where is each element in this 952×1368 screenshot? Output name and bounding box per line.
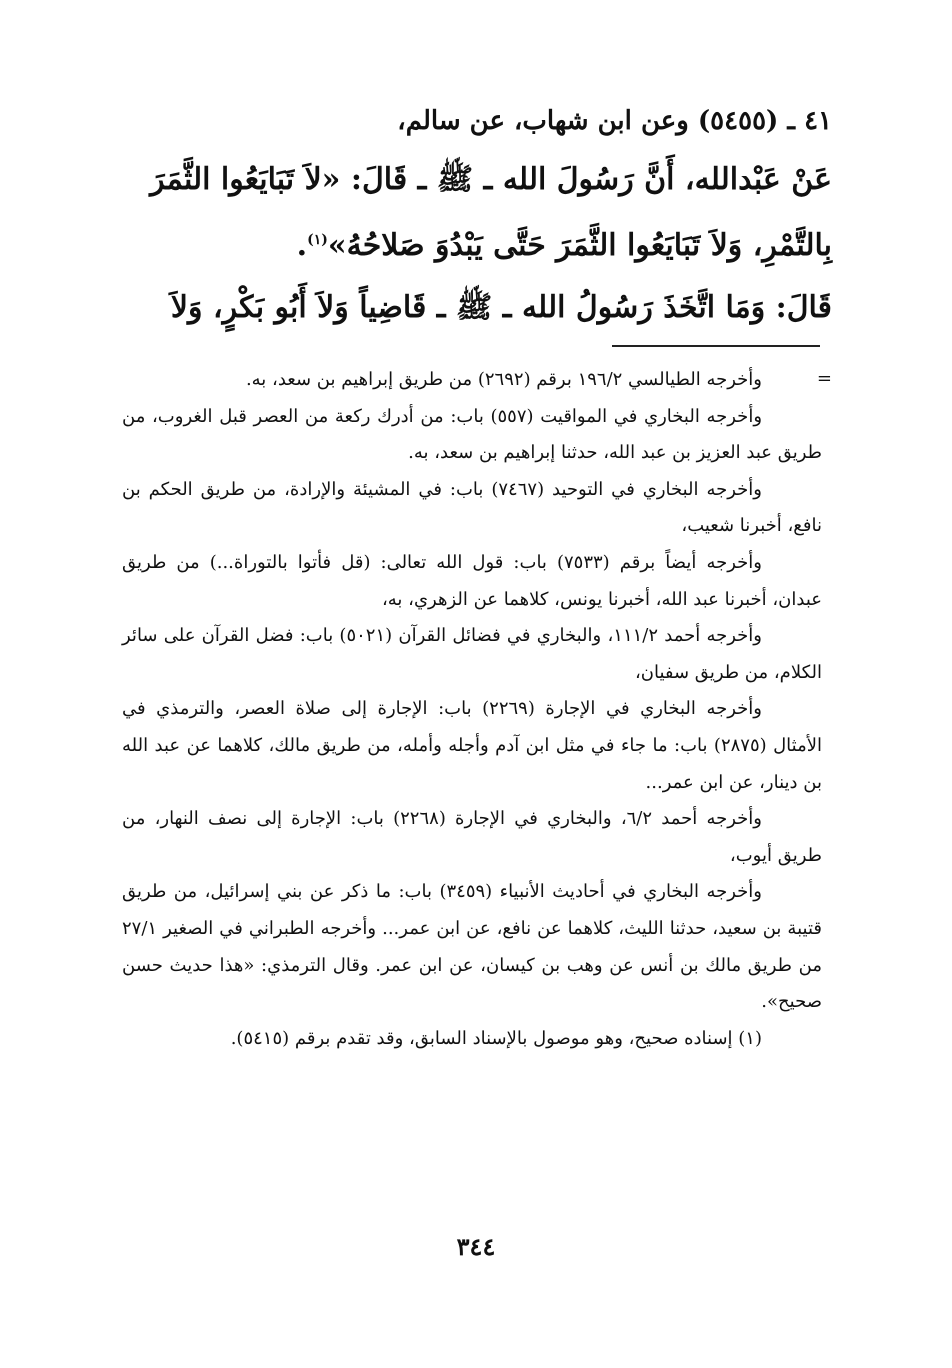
footnote-paragraph-5: وأخرجه أحمد ١١١/٢، والبخاري في فضائل القرآن (٥٠٢١) باب: فضل القرآن على سائر الكلام، من طريق سفيان،: [122, 625, 822, 683]
footnote-paragraph-1: وأخرجه الطيالسي ١٩٦/٢ برقم (٢٦٩٢) من طريق إبراهيم بن سعد، به.: [245, 369, 762, 390]
hadith-line-3: [132, 210, 832, 270]
footnote-paragraph-3: وأخرجه البخاري في التوحيد (٧٤٦٧) باب: في المشيئة والإرادة، من طريق الحكم بن نافع، أخبرنا شعيب،: [122, 478, 822, 537]
hadith-line-3-end: .: [296, 228, 308, 263]
footnote-ref-1[interactable]: (١): [307, 232, 328, 248]
footnote-paragraph-6: وأخرجه البخاري في الإجارة (٢٢٦٩) باب: الإجارة إلى صلاة العصر، والترمذي في الأمثال (٢٨٧٥) باب: ما جاء في مثل ابن آدم وأجله وأمله، من طريق مالك، كلاهما عن عبد الله بن دينار، عن ابن عمر...: [122, 698, 822, 793]
footnote-paragraph-7: وأخرجه أحمد ٦/٢، والبخاري في الإجارة (٢٢٦٨) باب: الإجارة إلى نصف النهار، من طريق أيوب،: [122, 808, 822, 866]
footnotes-section: [122, 362, 822, 1057]
hadith-text: [132, 92, 832, 340]
hadith-line-2: عَنْ عَبْدالله، أَنَّ رَسُولَ الله ـ ﷺ ـ قَالَ: «لاَ تَبَايَعُوا الثَّمَرَ: [150, 162, 832, 197]
page-number: ٣٤٤: [456, 1232, 496, 1261]
hadith-line-1: ٤١ ـ (٥٤٥٥) وعن ابن شهاب، عن سالم،: [397, 106, 832, 136]
footnote-paragraph-2: وأخرجه البخاري في المواقيت (٥٥٧) باب: من أدرك ركعة من العصر قبل الغروب، من طريق عبد العزيز بن عبد الله، حدثنا إبراهيم بن سعد، به.: [122, 405, 822, 464]
hadith-line-4: قَالَ: وَمَا اتَّخَذَ رَسُولُ الله ـ ﷺ ـ قَاضِياً وَلاَ أَبُو بَكْرٍ، وَلاَ: [170, 290, 832, 325]
continuation-mark: =: [816, 368, 832, 389]
footnote-separator: [612, 345, 820, 347]
footnote-paragraph-4: وأخرجه أيضاً برقم (٧٥٣٣) باب: قول الله تعالى: (قل فأتوا بالتوراة...) من طريق عبدان، أخبرنا عبد الله، أخبرنا يونس، كلاهما عن الزهري، به،: [122, 551, 822, 610]
hadith-line-3-text: بِالتَّمْرِ، وَلاَ تَبَايَعُوا الثَّمَرَ حَتَّى يَبْدُوَ صَلاحُهُ»: [327, 228, 832, 263]
footnote-1: (١) إسناده صحيح، وهو موصول بالإسناد السابق، وقد تقدم برقم (٥٤١٥).: [230, 1027, 762, 1049]
footnote-paragraph-8: وأخرجه البخاري في أحاديث الأنبياء (٣٤٥٩) باب: ما ذكر عن بني إسرائيل، من طريق قتيبة بن سعيد، حدثنا الليث، كلاهما عن نافع، عن ابن عمر... وأخرجه الطبراني في الصغير ٢٧/١ من طريق مالك بن أنس عن وهب بن كيسان، عن ابن عمر. وقال الترمذي: «هذا حديث حسن صحيح».: [122, 881, 822, 1013]
